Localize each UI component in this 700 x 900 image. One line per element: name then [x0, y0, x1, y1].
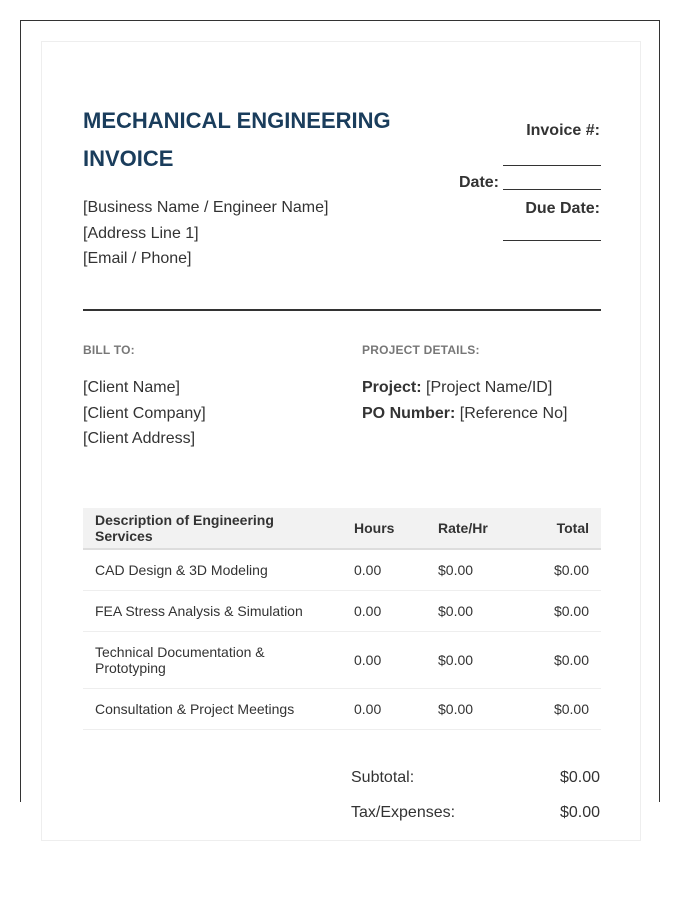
project-line	[362, 375, 567, 401]
column-header-description: Description of Engineering Services	[83, 508, 342, 549]
row-description: FEA Stress Analysis & Simulation	[83, 590, 342, 631]
row-rate: $0.00	[426, 631, 520, 688]
project-value: [Project Name/ID]	[426, 379, 553, 396]
project-label: Project:	[362, 379, 422, 396]
tax-label: Tax/Expenses:	[351, 804, 456, 821]
tax-value: $0.00	[559, 804, 600, 821]
column-header-total: Total	[520, 508, 601, 549]
client-name: [Client Name]	[83, 379, 180, 396]
date-field[interactable]	[503, 189, 601, 190]
po-value: [Reference No]	[459, 404, 568, 422]
business-info	[83, 195, 328, 272]
invoice-title: MECHANICAL ENGINEERING INVOICE	[83, 108, 391, 171]
business-name: [Business Name / Engineer Name]	[83, 199, 329, 216]
subtotal-label: Subtotal:	[351, 769, 415, 786]
row-total: $0.00	[520, 688, 601, 729]
project-details-heading: PROJECT DETAILS:	[362, 343, 480, 357]
row-hours: 0.00	[342, 688, 426, 729]
column-header-hours: Hours	[342, 508, 426, 549]
business-address: [Address Line 1]	[83, 224, 199, 242]
client-address: [Client Address]	[83, 430, 196, 447]
table-row	[83, 631, 601, 688]
row-hours: 0.00	[342, 590, 426, 631]
row-total: $0.00	[520, 590, 601, 631]
invoice-sheet	[41, 41, 641, 841]
table-row	[83, 590, 601, 631]
due-date-field[interactable]	[503, 240, 601, 241]
row-rate: $0.00	[426, 549, 520, 590]
row-total: $0.00	[520, 631, 601, 688]
table-row	[83, 549, 601, 590]
row-rate: $0.00	[426, 688, 520, 729]
business-contact: [Email / Phone]	[83, 250, 192, 267]
table-row	[83, 688, 601, 729]
project-details	[362, 375, 567, 426]
row-description: Consultation & Project Meetings	[83, 688, 342, 729]
table-header-row	[83, 508, 601, 549]
row-description: CAD Design & 3D Modeling	[83, 549, 342, 590]
row-hours: 0.00	[342, 631, 426, 688]
services-table	[83, 508, 601, 730]
invoice-number-label: Invoice #:	[526, 122, 600, 139]
client-company: [Client Company]	[83, 404, 206, 422]
bill-to-details	[83, 375, 206, 452]
invoice-number-field[interactable]	[503, 165, 601, 166]
subtotal-value: $0.00	[559, 769, 600, 786]
po-label: PO Number:	[362, 404, 456, 422]
header-divider	[83, 309, 601, 311]
due-date-label: Due Date:	[525, 200, 600, 217]
bill-to-heading: BILL TO:	[83, 343, 135, 357]
row-description: Technical Documentation & Prototyping	[83, 631, 342, 688]
column-header-rate: Rate/Hr	[426, 508, 520, 549]
row-total: $0.00	[520, 549, 601, 590]
row-hours: 0.00	[342, 549, 426, 590]
date-label: Date:	[459, 174, 500, 191]
po-line	[362, 401, 567, 427]
row-rate: $0.00	[426, 590, 520, 631]
document-viewport	[20, 20, 660, 821]
